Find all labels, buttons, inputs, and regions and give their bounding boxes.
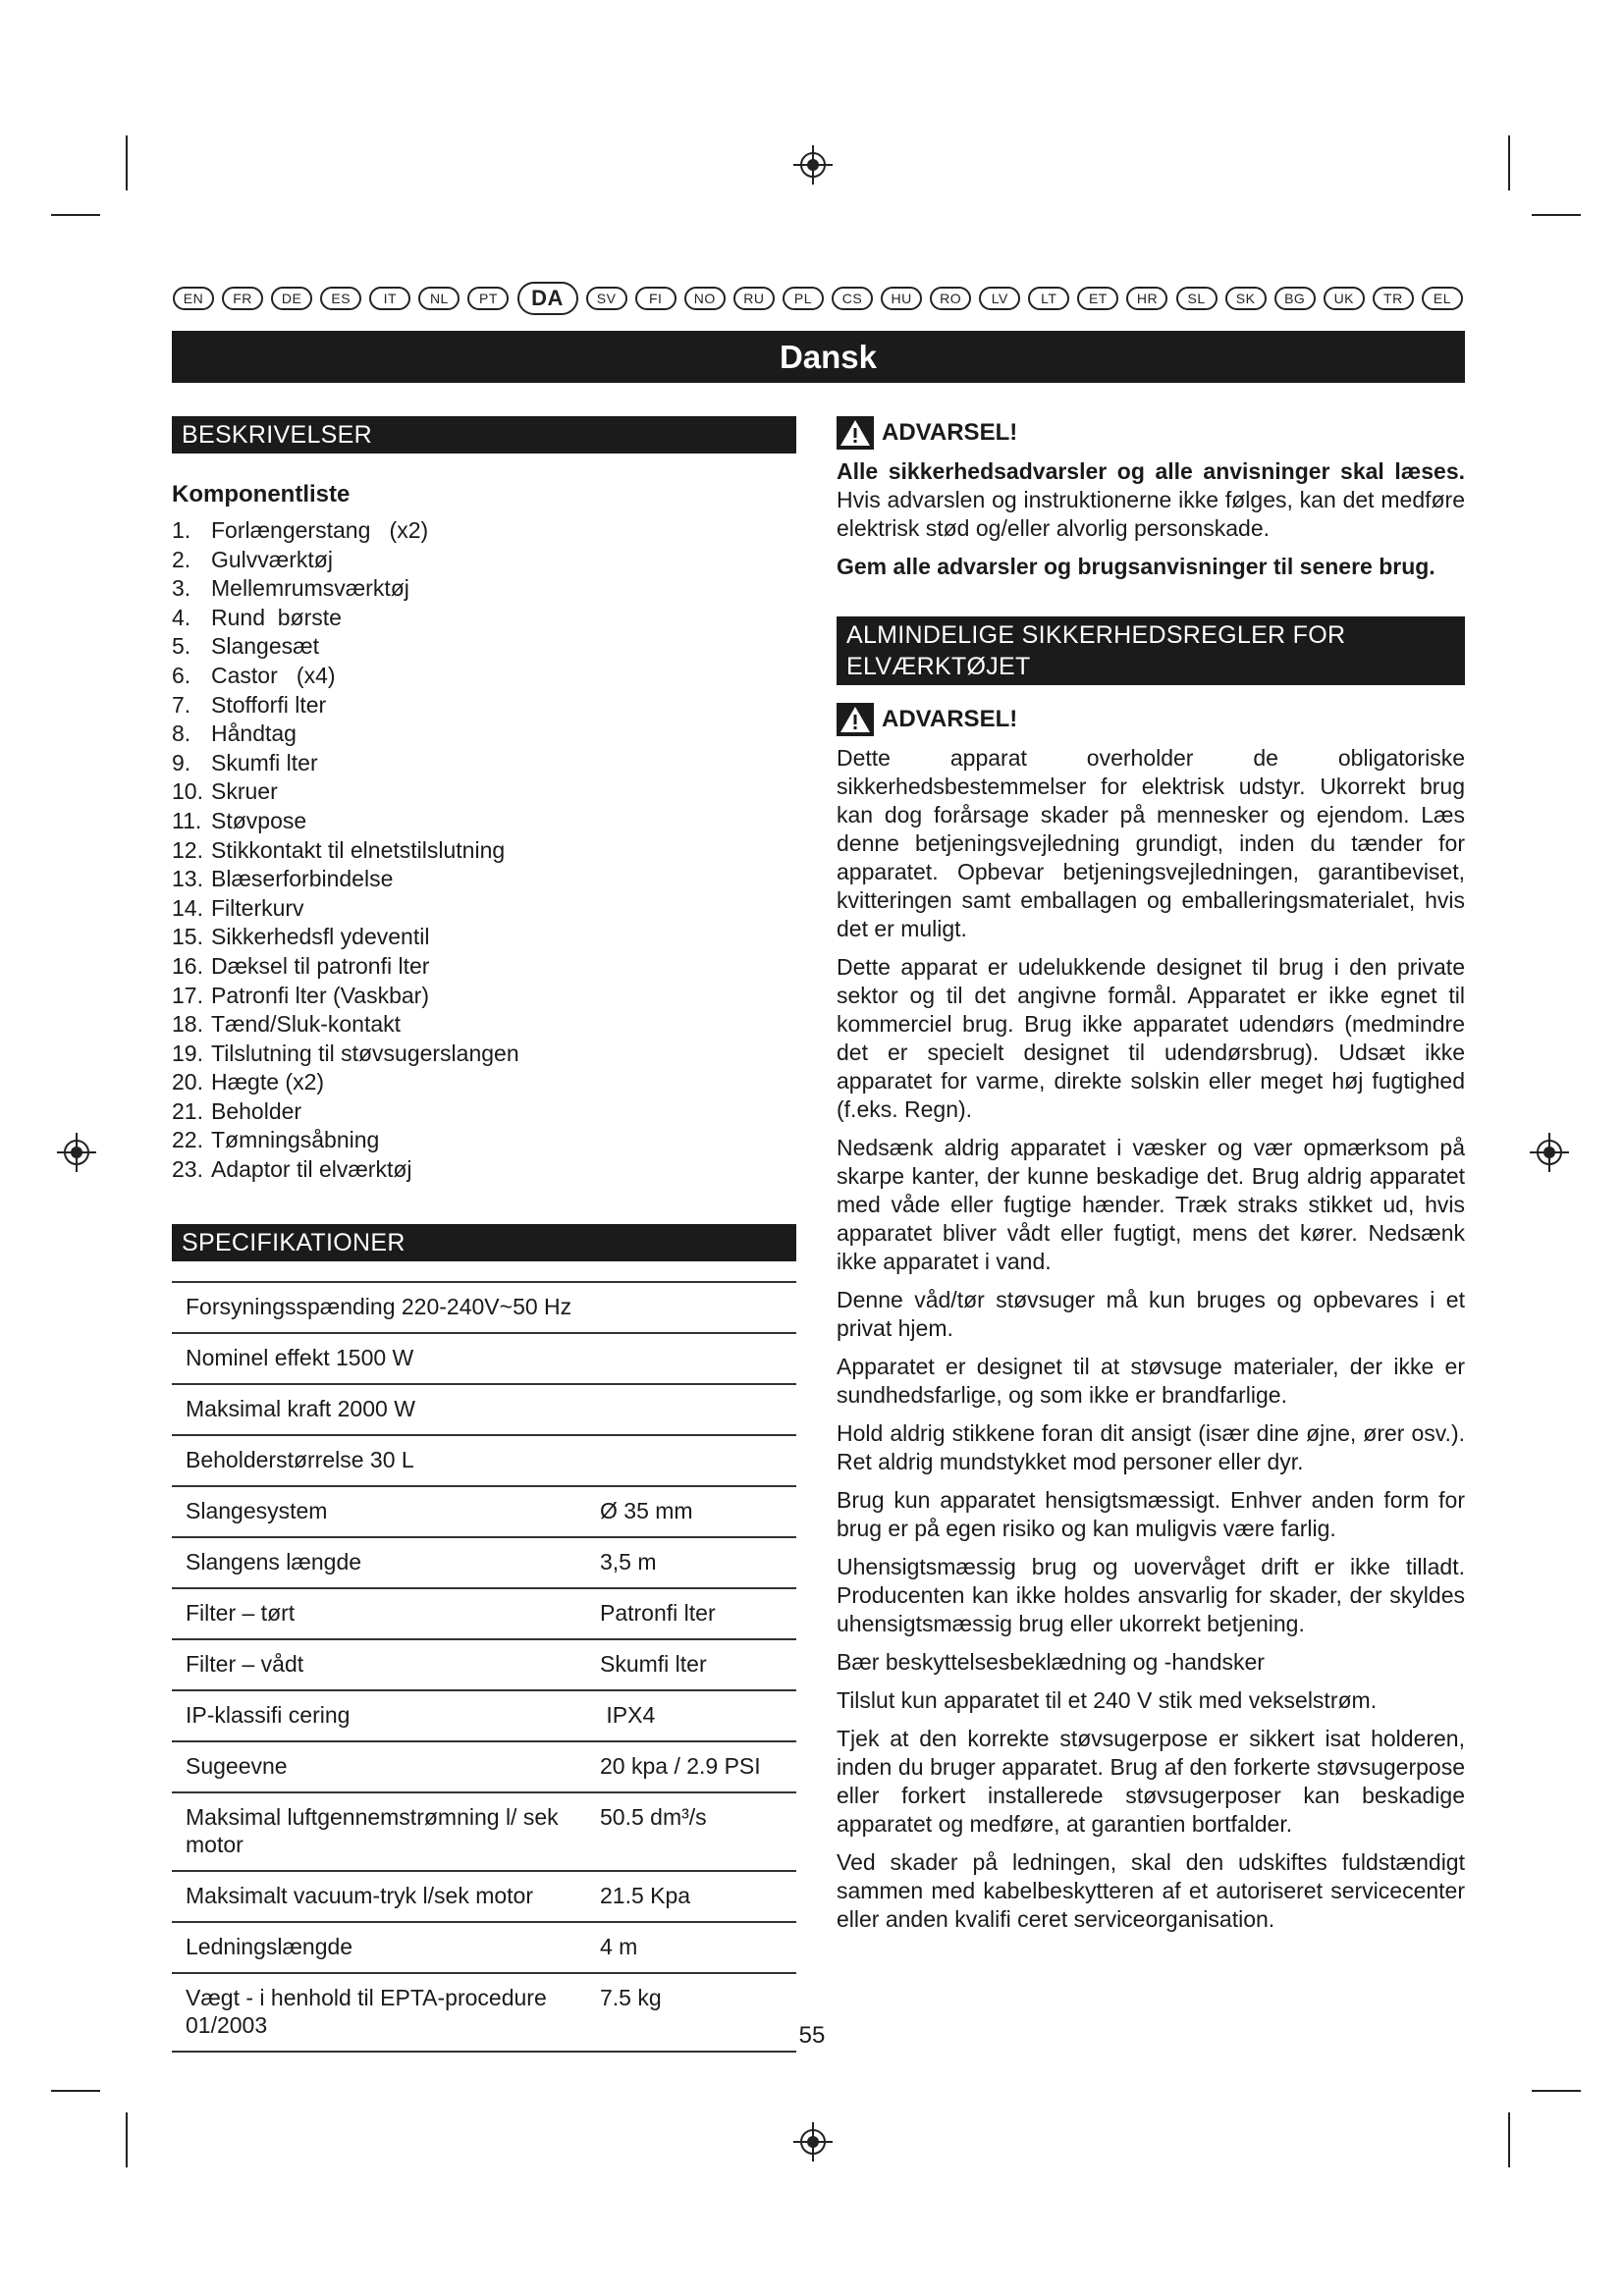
section-heading-descriptions: BESKRIVELSER [172,416,796,454]
language-badge-it: IT [369,287,410,310]
list-item-text: Slangesæt [211,633,319,660]
component-list [172,516,796,1185]
warning-title: ADVARSEL! [882,706,1018,732]
list-item-number: 2. [172,546,191,572]
spec-label: Ledningslængde [186,1933,353,1959]
spec-value: 7.5 kg [600,1984,662,2010]
list-item-number: 10. [172,778,203,805]
list-item-text: Forlængerstang (x2) [211,517,429,543]
list-item [172,604,796,633]
spec-value: Ø 35 mm [600,1497,693,1523]
crop-mark [1508,2112,1510,2167]
list-item [172,923,796,952]
spec-label: Slangesystem [186,1497,328,1523]
list-item-number: 4. [172,604,191,630]
registration-mark-icon [791,2120,835,2163]
language-badge-pl: PL [783,287,824,310]
language-selector [173,282,1463,315]
right-column [837,416,1465,1944]
list-item-number: 7. [172,691,191,718]
language-badge-sk: SK [1225,287,1267,310]
language-badge-es: ES [320,287,361,310]
list-item-number: 6. [172,662,191,688]
list-item-number: 14. [172,894,203,921]
list-item-text: Beholder [211,1097,302,1124]
table-row [172,1639,796,1690]
list-item-text: Castor (x4) [211,662,336,688]
table-row [172,1588,796,1639]
keep-instructions-text: Gem alle advarsler og brugsanvisninger til senere brug. [837,554,1435,579]
language-banner [172,331,1465,383]
crop-mark [1508,135,1510,190]
list-item-text: Patronfi lter (Vaskbar) [211,982,429,1008]
spec-value [590,1435,796,1486]
list-item-number: 11. [172,807,202,833]
table-row [172,1973,796,2052]
left-column [172,416,796,2053]
list-item-number: 22. [172,1127,203,1153]
table-row [172,1384,796,1435]
list-item-number: 23. [172,1156,203,1183]
language-badge-et: ET [1077,287,1118,310]
list-item-number: 12. [172,836,203,863]
safety-paragraph: Denne våd/tør støvsuger må kun bruges og opbevares i et privat hjem. [837,1287,1465,1341]
list-item-text: Tænd/Sluk-kontakt [211,1011,402,1038]
list-item-number: 5. [172,633,191,660]
warning-heading [837,703,1465,736]
registration-mark-icon [55,1131,98,1174]
list-item-text: Blæserforbindelse [211,866,394,892]
warning-title: ADVARSEL! [882,419,1018,446]
safety-paragraph: Apparatet er designet til at støvsuge materialer, der ikke er sundhedsfarlige, og som ikke er brandfarlige. [837,1354,1465,1408]
list-item-number: 1. [172,517,191,543]
list-item-text: Rund børste [211,604,342,630]
list-item [172,807,796,836]
language-badge-hr: HR [1126,287,1167,310]
list-item [172,1040,796,1069]
spec-label: Beholderstørrelse 30 L [186,1446,414,1472]
warning-icon [837,703,874,736]
warning-text: Hvis advarslen og instruktionerne ikke følges, kan det medføre elektrisk stød og/eller alvorlig personskade. [837,487,1465,541]
spec-value: IPX4 [600,1701,656,1728]
spec-label: Forsyningsspænding 220-240V~50 Hz [186,1293,572,1319]
language-badge-bg: BG [1274,287,1316,310]
list-item [172,1155,796,1185]
language-badge-ro: RO [930,287,971,310]
table-row [172,1537,796,1588]
spec-label: Slangens længde [186,1548,362,1575]
safety-paragraph: Tjek at den korrekte støvsugerpose er sikkert isat holderen, inden du bruger apparatet. Brug af den forkerte støvsugerpose eller forkert installerede støvsugerposer kan beskadige apparatet og medføre, at garantien bortfalder. [837,1726,1465,1837]
safety-paragraph: Dette apparat overholder de obligatoriske sikkerhedsbestemmelser for elektrisk udstyr. Ukorrekt brug kan dog forårsage skader på mennesker og ejendom. Læs denne betjeningsvejledning grundigt, inden du tænder for apparatet. Opbevar betjeningsvejledningen, garantibeviset, kvitteringen samt emballagen og emballeringsmaterialet, hvis det er muligt. [837,745,1465,941]
list-item [172,662,796,691]
table-row [172,1282,796,1333]
list-item-text: Sikkerhedsfl ydeventil [211,924,430,950]
list-item [172,836,796,866]
safety-paragraph: Dette apparat er udelukkende designet til brug i den private sektor og til det angivne formål. Apparatet er ikke egnet til kommerciel brug. Brug ikke apparatet udendørs (medmindre det er specielt designet til udendørsbrug). Udsæt ikke apparatet for varme, direkte solskin eller meget høj fugtighed (f.eks. Regn). [837,954,1465,1122]
specifications-table [172,1281,796,2053]
list-item-text: Støvpose [211,807,307,833]
list-item-number: 16. [172,952,203,979]
spec-label: Filter – vådt [186,1650,304,1677]
list-item-text: Mellemrumsværktøj [211,575,409,602]
list-item [172,749,796,778]
page-number: 55 [798,2022,826,2049]
table-row [172,1333,796,1384]
spec-value: 4 m [600,1933,638,1959]
list-item-text: Tømningsåbning [211,1127,380,1153]
list-item-number: 8. [172,721,191,747]
list-item [172,865,796,894]
table-row [172,1741,796,1792]
list-item-number: 9. [172,749,191,775]
warning-paragraph [837,457,1465,543]
list-item [172,1097,796,1127]
warning-bold-text: Alle sikkerhedsadvarsler og alle anvisninger skal læses. [837,458,1465,484]
safety-paragraph: Nedsænk aldrig apparatet i væsker og vær opmærksom på skarpe kanter, der kunne beskadige det. Brug aldrig apparatet med våde eller fugtige hænder. Træk straks stikket ud, hvis apparatet bliver vådt eller fugtigt, mens det kører. Nedsænk ikke apparatet i vand. [837,1135,1465,1274]
list-item-number: 18. [172,1011,203,1038]
safety-paragraph: Tilslut kun apparatet til et 240 V stik med vekselstrøm. [837,1687,1378,1713]
safety-paragraph: Bær beskyttelsesbeklædning og -handsker [837,1649,1265,1675]
section-heading-safety-rules: ALMINDELIGE SIKKERHEDSREGLER FOR ELVÆRKTØJET [837,616,1465,685]
spec-value: 20 kpa / 2.9 PSI [600,1752,761,1779]
list-item-number: 17. [172,982,203,1008]
language-badge-hu: HU [881,287,922,310]
spec-label: Sugeevne [186,1752,288,1779]
crop-mark [126,2112,128,2167]
registration-mark-icon [791,143,835,187]
list-item-text: Stofforfi lter [211,691,327,718]
table-row [172,1486,796,1537]
language-badge-no: NO [684,287,726,310]
list-item-text: Tilslutning til støvsugerslangen [211,1040,519,1066]
spec-label: Maksimal kraft 2000 W [186,1395,415,1421]
language-badge-en: EN [173,287,214,310]
list-item-text: Skruer [211,778,278,805]
language-badge-cs: CS [832,287,873,310]
warning-icon [837,416,874,450]
list-item [172,1010,796,1040]
safety-paragraphs [837,744,1465,1934]
safety-paragraph: Brug kun apparatet hensigtsmæssigt. Enhver anden form for brug er på egen risiko og kan muligvis være farlig. [837,1487,1465,1541]
language-badge-nl: NL [418,287,460,310]
table-row [172,1871,796,1922]
language-badge-fr: FR [222,287,263,310]
crop-mark [1532,2090,1581,2092]
list-item-number: 15. [172,924,203,950]
component-list-heading: Komponentliste [172,481,351,507]
safety-paragraph: Hold aldrig stikkene foran dit ansigt (især dine øjne, ører osv.). Ret aldrig mundstykket mod personer eller dyr. [837,1420,1465,1474]
language-badge-sv: SV [586,287,627,310]
banner-title: Dansk [779,338,878,375]
crop-mark [51,2090,100,2092]
spec-label: Filter – tørt [186,1599,296,1626]
spec-label: Nominel effekt 1500 W [186,1344,414,1370]
section-heading-specifications: SPECIFIKATIONER [172,1224,796,1261]
list-item [172,516,796,546]
spec-value [590,1384,796,1435]
list-item-text: Gulvværktøj [211,546,333,572]
list-item-number: 3. [172,575,191,602]
language-badge-fi: FI [635,287,677,310]
list-item [172,1068,796,1097]
list-item [172,546,796,575]
language-badge-uk: UK [1324,287,1365,310]
registration-mark-icon [1528,1131,1571,1174]
language-badge-lv: LV [979,287,1020,310]
crop-mark [126,135,128,190]
list-item-text: Filterkurv [211,894,304,921]
list-item-number: 19. [172,1040,203,1066]
warning-heading [837,416,1465,450]
language-badge-de: DE [271,287,312,310]
crop-mark [1532,214,1581,216]
list-item-number: 20. [172,1069,203,1095]
spec-value: 21.5 Kpa [600,1882,691,1908]
list-item-text: Håndtag [211,721,297,747]
list-item [172,982,796,1011]
language-badge-sl: SL [1176,287,1218,310]
language-badge-el: EL [1422,287,1463,310]
crop-mark [51,214,100,216]
list-item [172,777,796,807]
language-badge-da: DA [517,282,578,315]
spec-value: 50.5 dm³/s [600,1803,707,1830]
table-row [172,1792,796,1871]
list-item-number: 13. [172,866,203,892]
list-item [172,574,796,604]
spec-label: IP-klassifi cering [186,1701,351,1728]
language-badge-pt: PT [467,287,509,310]
list-item [172,1126,796,1155]
language-badge-lt: LT [1028,287,1069,310]
list-item-text: Hægte (x2) [211,1069,325,1095]
language-badge-ru: RU [733,287,775,310]
spec-label: Maksimal luftgennemstrømning l/ sek motor [186,1803,559,1857]
list-item [172,952,796,982]
spec-value [590,1333,796,1384]
list-item [172,894,796,924]
list-item-number: 21. [172,1097,203,1124]
list-item-text: Dæksel til patronfi lter [211,952,430,979]
spec-label: Vægt - i henhold til EPTA-procedure 01/2003 [186,1984,547,2038]
spec-value: Patronfi lter [600,1599,716,1626]
table-row [172,1690,796,1741]
list-item [172,632,796,662]
spec-label: Maksimalt vacuum-tryk l/sek motor [186,1882,534,1908]
spec-value: Skumfi lter [600,1650,707,1677]
list-item-text: Skumfi lter [211,749,318,775]
list-item [172,691,796,721]
list-item-text: Stikkontakt til elnetstilslutning [211,836,506,863]
table-row [172,1922,796,1973]
spec-value: 3,5 m [600,1548,657,1575]
safety-paragraph: Uhensigtsmæssig brug og uovervåget drift er ikke tilladt. Producenten kan ikke holdes ansvarlig for skader, der skyldes uhensigtsmæssig brug eller ukorrekt betjening. [837,1554,1465,1636]
list-item [172,720,796,749]
spec-value [590,1282,796,1333]
list-item-text: Adaptor til elværktøj [211,1156,412,1183]
safety-paragraph: Ved skader på ledningen, skal den udskiftes fuldstændigt sammen med kabelbeskytteren af et autoriseret servicecenter eller anden kvalifi ceret serviceorganisation. [837,1849,1465,1932]
language-badge-tr: TR [1373,287,1414,310]
table-row [172,1435,796,1486]
